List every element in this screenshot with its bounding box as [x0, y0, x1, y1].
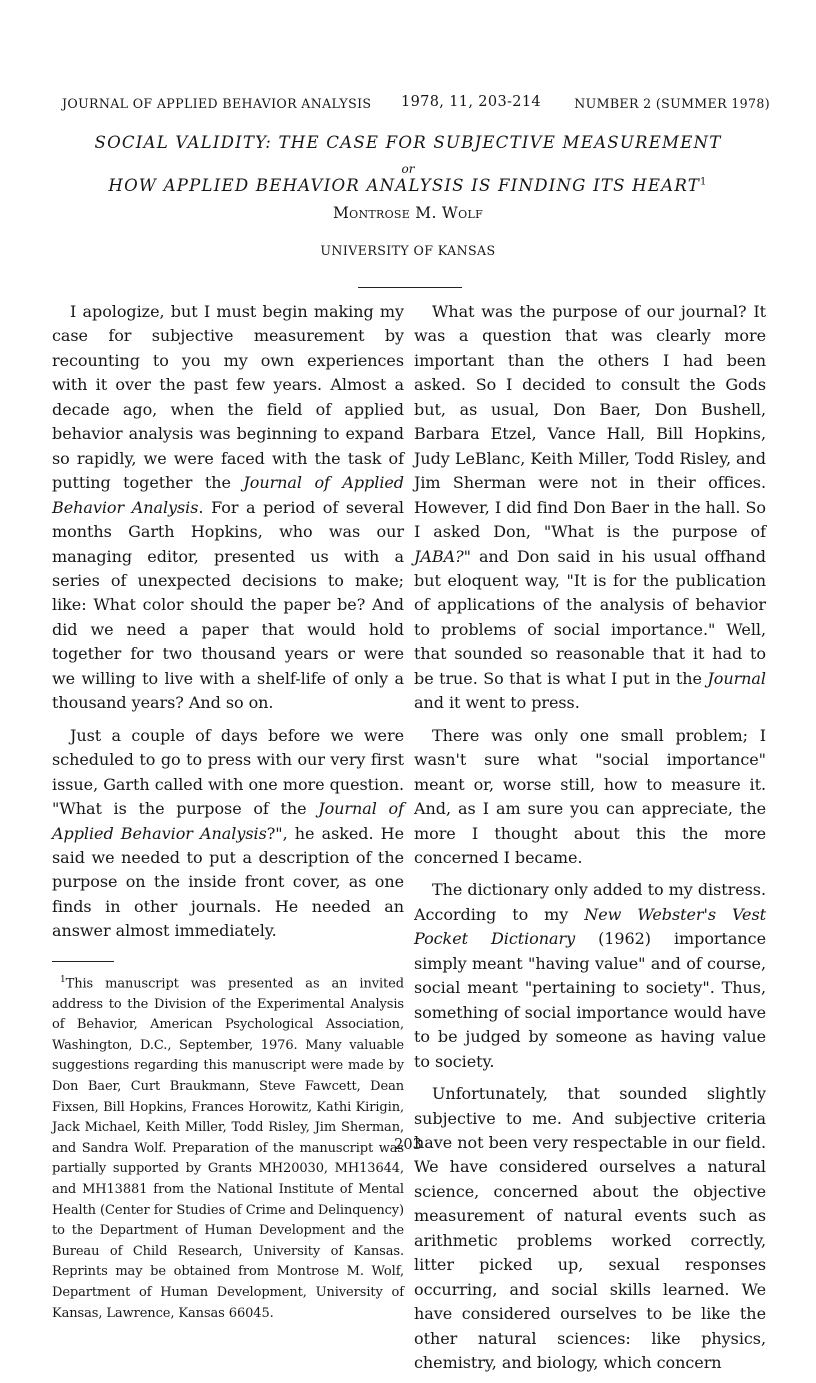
left-paragraph-1: I apologize, but I must begin making my case for subjective measurement by recounting to you my own experiences with it over the past few years. Almost a decade ago, when the field of applied behavior analysis was beginning to expand so rapidly, we were faced with the task of putting together the Journal of Applied Behavior Analysis. For a period of several months Garth Hopkins, who was our managing editor, presented us with a series of unexpected decisions to make; like: What color should the paper be? And did we need a paper that would hold together for two thousand years or were we willing to live with a shelf-life of only a thousand years? And so on.	[52, 302, 404, 713]
title-line-2	[0, 176, 816, 195]
italic-title: Journal of Applied Behavior Analysis	[52, 473, 404, 517]
footnote-mark: 1	[60, 974, 66, 985]
title-line-1: SOCIAL VALIDITY: THE CASE FOR SUBJECTIVE MEASUREMENT	[94, 133, 722, 152]
right-column	[414, 300, 766, 1383]
right-paragraph-4: Unfortunately, that sounded slightly subjective to me. And subjective criteria have not been very respectable in our field. We have considered ourselves a natural science, concerned about the objective measurement of natural events such as arithmetic problems worked correctly, litter picked up, sexual responses occurring, and social skills learned. We have considered ourselves to be like the other natural sciences: like physics, chemistry, and biology, which concern	[414, 1084, 766, 1373]
title-footnote-mark: 1	[700, 176, 708, 188]
left-column	[52, 300, 404, 1324]
running-head	[62, 96, 770, 116]
right-paragraph-1: What was the purpose of our journal? It was a question that was clearly more important than the others I had been asked. So I decided to consult the Gods but, as usual, Don Baer, Don Bushell, Barbara Etzel, Vance Hall, Bill Hopkins, Judy LeBlanc, Keith Miller, Todd Risley, and Jim Sherman were not in their offices. However, I did find Don Baer in the hall. So I asked Don, "What is the purpose of JABA?" and Don said in his usual offhand but eloquent way, "It is for the publication of applications of the analysis of behavior to problems of social importance." Well, that sounded so reasonable that it had to be true. So that is what I put in the Journal and it went to press.	[414, 302, 766, 713]
right-paragraph-3: The dictionary only added to my distress. According to my New Webster's Vest Pocket Dictionary (1962) importance simply meant "having value" and of course, social meant "pertaining to society". Thus, something of social importance would have to be judged by someone as having value to society.	[414, 880, 766, 1071]
journal-name: JOURNAL OF APPLIED BEHAVIOR ANALYSIS	[62, 96, 372, 111]
right-paragraph-2: There was only one small problem; I wasn't sure what "social importance" meant or, worse still, how to measure it. And, as I am sure you can appreciate, the more I thought about this the more concerned I became.	[414, 725, 766, 867]
title-divider	[358, 287, 462, 288]
author-name: Montrose M. Wolf	[332, 204, 484, 222]
italic-title: Journal	[707, 668, 766, 688]
italic-title: Journal of Applied Behavior Analysis	[52, 799, 405, 843]
title-line-2-text: HOW APPLIED BEHAVIOR ANALYSIS IS FINDING ITS HEART	[108, 176, 701, 195]
italic-title: New Webster's Vest Pocket Dictionary	[414, 904, 766, 949]
affiliation: UNIVERSITY OF KANSAS	[320, 243, 496, 258]
journal-issue: NUMBER 2 (SUMMER 1978)	[574, 96, 770, 111]
italic-title: JABA?	[414, 546, 464, 566]
journal-citation: 1978, 11, 203-214	[401, 94, 541, 110]
left-paragraph-2: Just a couple of days before we were scheduled to go to press with our very first issue, Garth called with one more question. "What is the purpose of the Journal of Applied Behavior Analysis?", he asked. He said we needed to put a description of the purpose on the inside front cover, as one finds in other journals. He needed an answer almost immediately.	[52, 725, 405, 941]
page-number: 203	[394, 1137, 422, 1153]
title-or: or	[401, 162, 415, 176]
footnote-text: This manuscript was presented as an invited address to the Division of the Experimental Analysis of Behavior, American Psychological Association, Washington, D.C., September, 1976. Many valuable suggestions regarding this manuscript were made by Don Baer, Curt Braukmann, Steve Fawcett, Dean Fixsen, Bill Hopkins, Frances Horowitz, Kathi Kirigin, Jack Michael, Keith Miller, Todd Risley, Jim Sherman, and Sandra Wolf. Preparation of the manuscript was partially supported by Grants MH20030, MH13644, and MH13881 from the National Institute of Mental Health (Center for Studies of Crime and Delinquency) to the Department of Human Development and the Bureau of Child Research, University of Kansas. Reprints may be obtained from Montrose M. Wolf, Department of Human Development, University of Kansas, Lawrence, Kansas 66045.	[52, 976, 404, 1321]
footnote-divider	[52, 961, 114, 962]
